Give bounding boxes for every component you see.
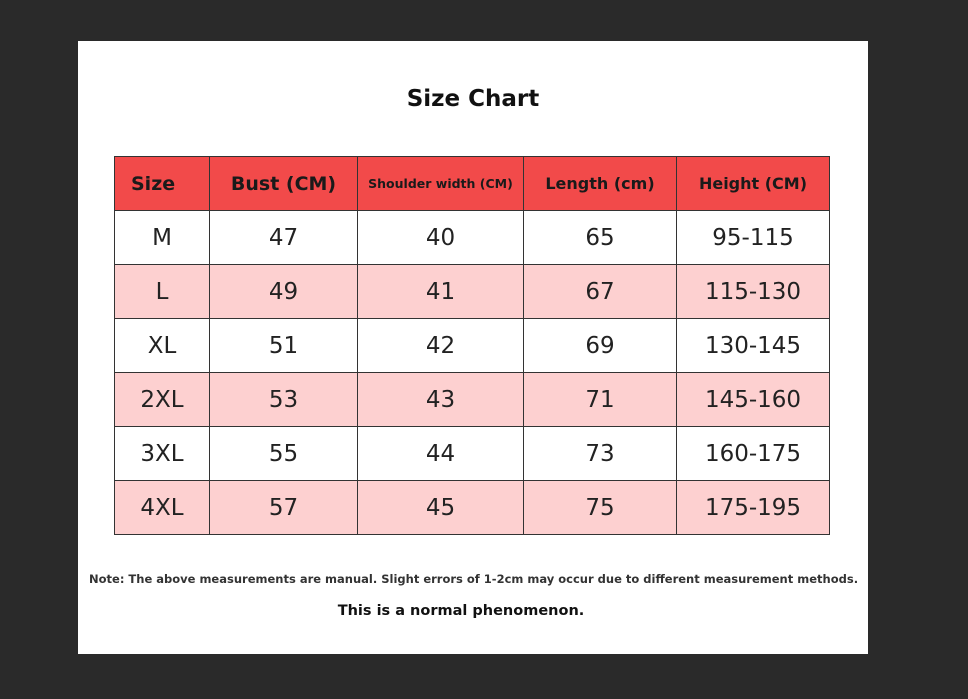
table-row [115,319,830,373]
cell-height: 145-160 [677,373,830,427]
table-row [115,427,830,481]
cell-shoulder-width: 42 [358,319,524,373]
table-row [115,211,830,265]
page-title: Size Chart [406,86,540,112]
cell-bust: 57 [210,481,358,535]
cell-shoulder-width: 44 [358,427,524,481]
cell-size: 3XL [115,427,210,481]
cell-height: 175-195 [677,481,830,535]
size-table [114,156,830,535]
cell-shoulder-width: 41 [358,265,524,319]
cell-length: 65 [524,211,677,265]
cell-shoulder-width: 45 [358,481,524,535]
cell-length: 69 [524,319,677,373]
cell-height: 160-175 [677,427,830,481]
cell-size: XL [115,319,210,373]
cell-size: L [115,265,210,319]
header-bust: Bust (CM) [210,157,358,211]
table-header-row [115,157,830,211]
measurement-note: Note: The above measurements are manual. Slight errors of 1-2cm may occur due to different measurement methods. [89,572,859,586]
cell-size: 2XL [115,373,210,427]
cell-length: 67 [524,265,677,319]
cell-bust: 55 [210,427,358,481]
cell-height: 95-115 [677,211,830,265]
table-row [115,265,830,319]
cell-length: 73 [524,427,677,481]
table-row [115,481,830,535]
cell-height: 115-130 [677,265,830,319]
cell-length: 71 [524,373,677,427]
cell-bust: 47 [210,211,358,265]
cell-bust: 51 [210,319,358,373]
table-row [115,373,830,427]
cell-size: M [115,211,210,265]
header-size: Size [115,157,210,211]
cell-bust: 53 [210,373,358,427]
footer-text: This is a normal phenomenon. [337,603,585,619]
cell-shoulder-width: 43 [358,373,524,427]
cell-length: 75 [524,481,677,535]
cell-bust: 49 [210,265,358,319]
cell-height: 130-145 [677,319,830,373]
header-length: Length (cm) [524,157,677,211]
size-chart-card [78,41,868,654]
cell-size: 4XL [115,481,210,535]
cell-shoulder-width: 40 [358,211,524,265]
header-height: Height (CM) [677,157,830,211]
header-shoulder-width: Shoulder width (CM) [358,157,524,211]
